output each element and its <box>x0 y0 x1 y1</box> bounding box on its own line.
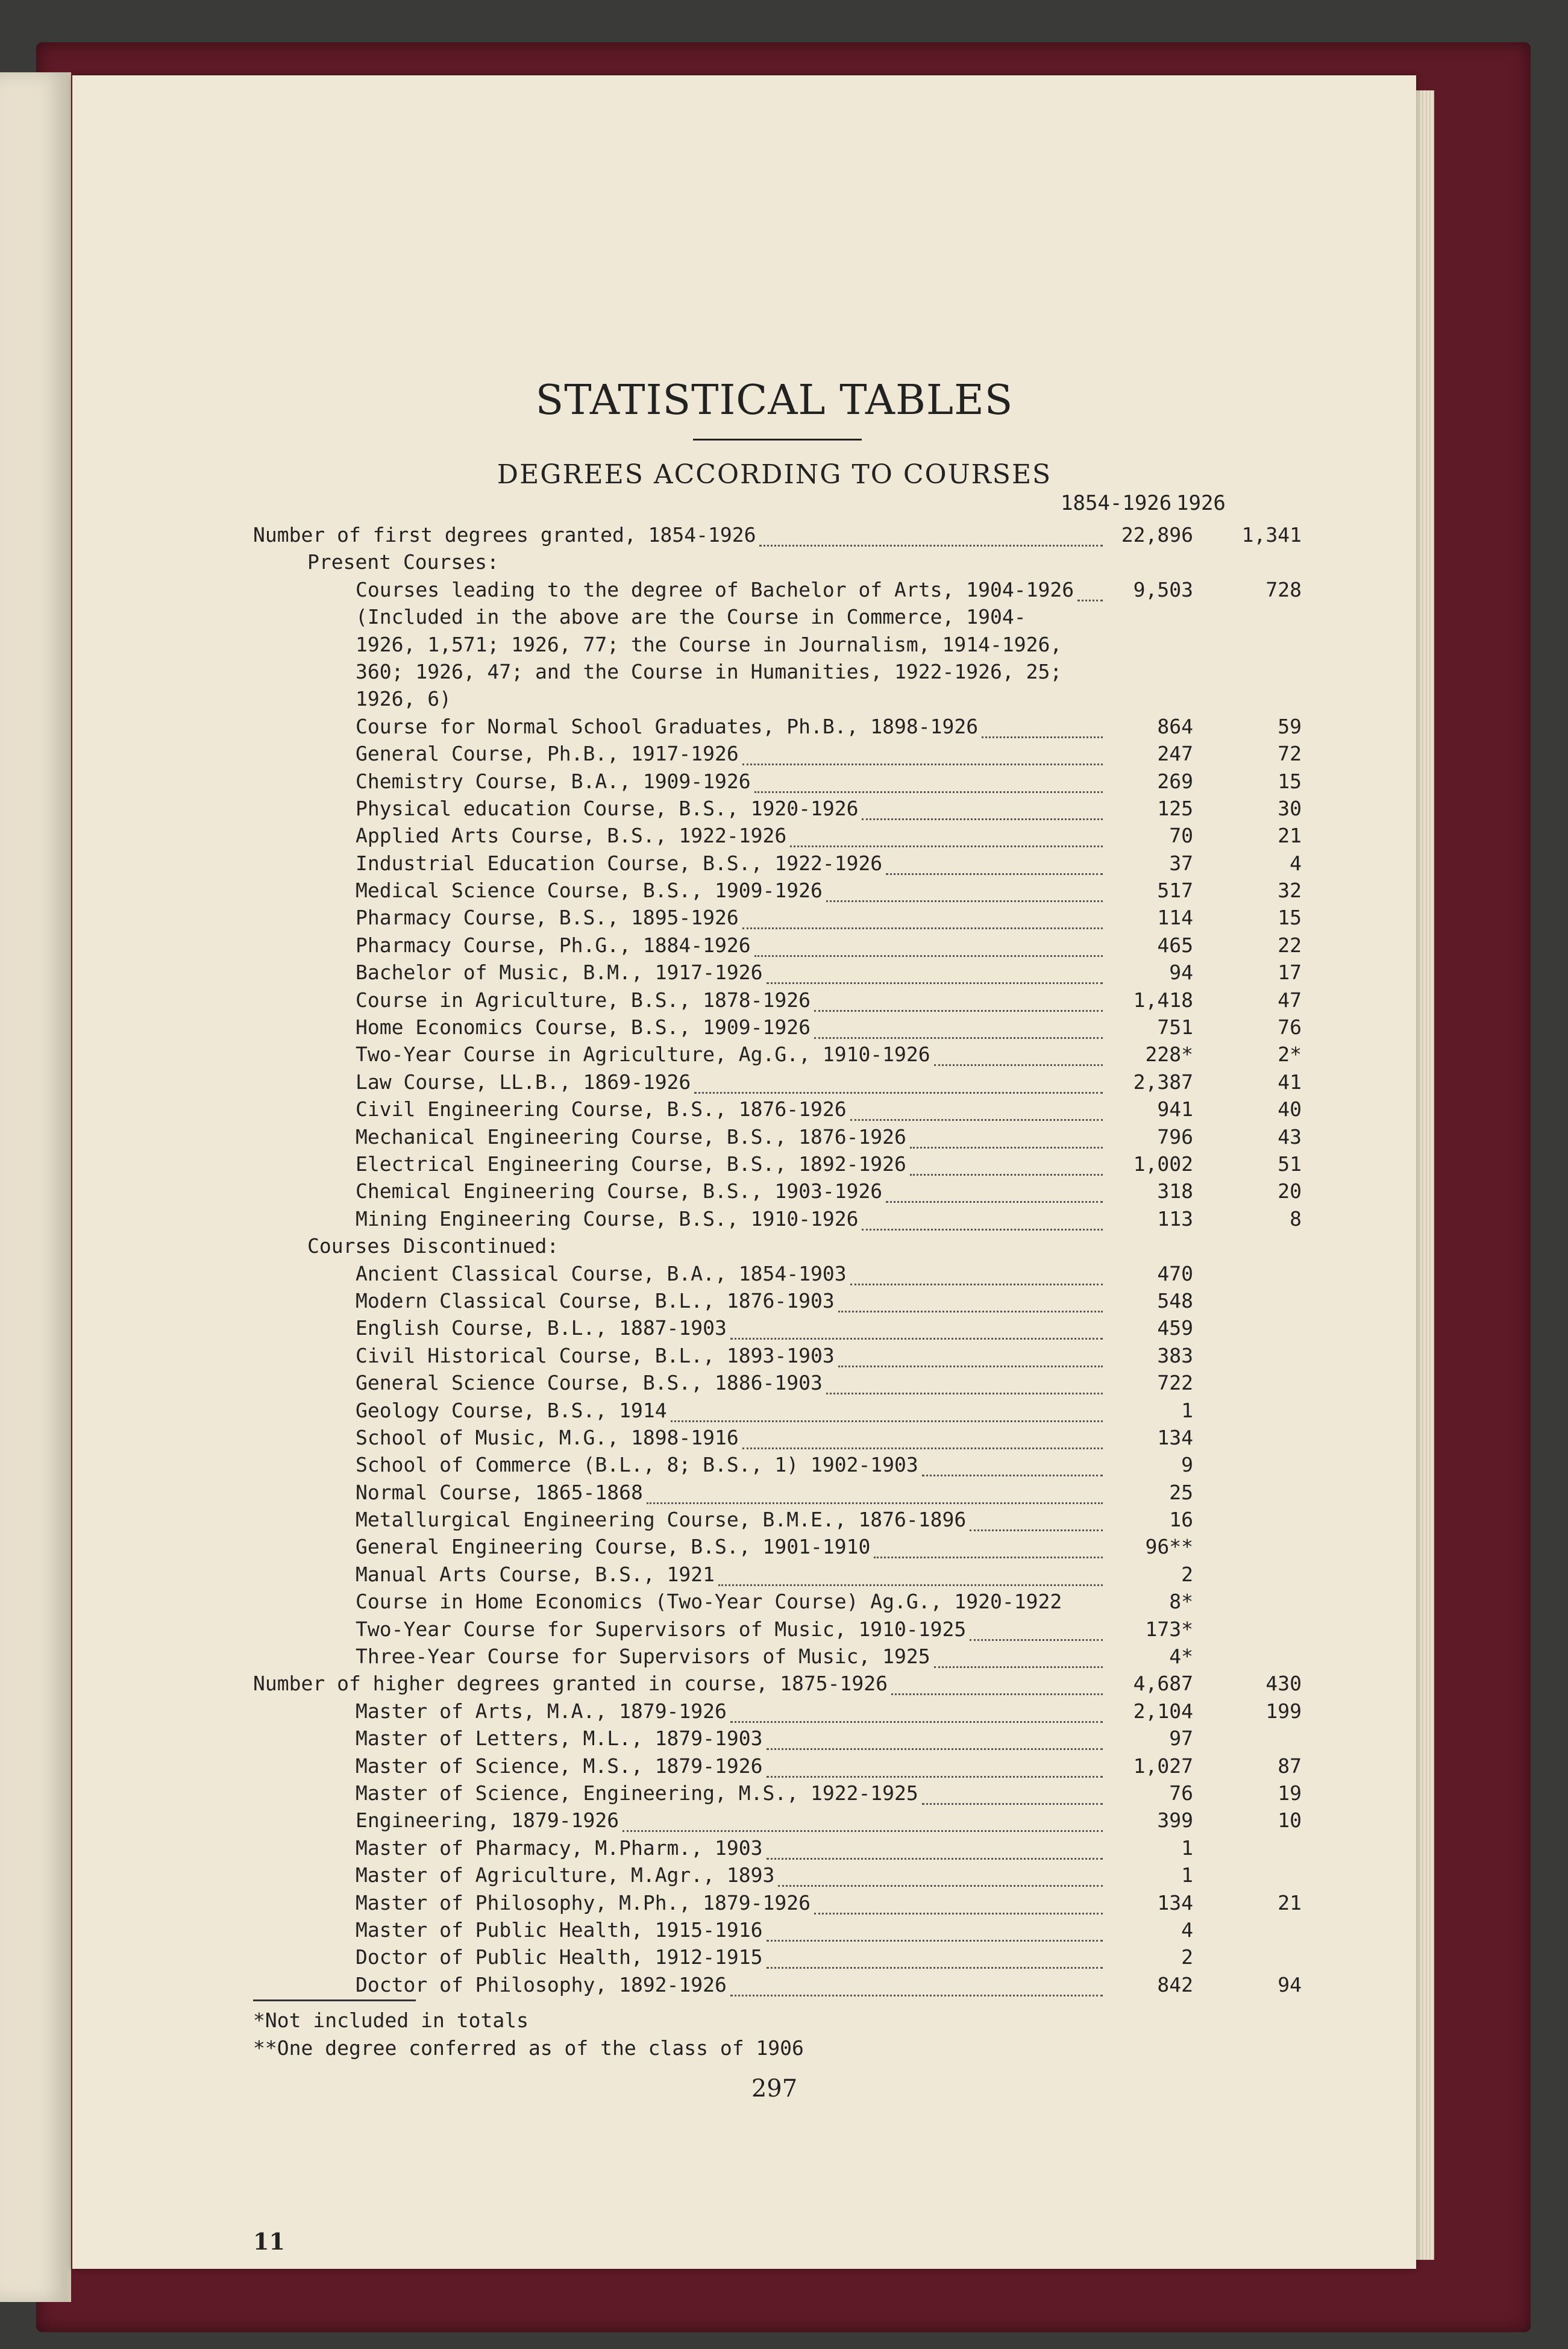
table-row <box>253 768 1302 795</box>
row-label: Two-Year Course for Supervisors of Music, 1910-1925 <box>356 1617 967 1641</box>
table-row <box>253 1178 1302 1205</box>
value-1854-1926: 114 <box>1157 906 1193 930</box>
row-label: 360; 1926, 47; and the Course in Humanities, 1922-1926, 25; <box>356 659 1062 683</box>
table-row <box>253 822 1302 849</box>
value-1854-1926: 70 <box>1169 824 1193 848</box>
value-1854-1926: 96** <box>1145 1535 1193 1559</box>
value-1926: 199 <box>1265 1699 1302 1723</box>
row-label: Master of Science, M.S., 1879-1926 <box>356 1754 763 1778</box>
table-row <box>253 576 1302 603</box>
table-row <box>253 1479 1302 1506</box>
value-1854-1926: 25 <box>1169 1480 1193 1504</box>
table-row <box>253 1616 1302 1643</box>
value-1926: 76 <box>1278 1015 1302 1040</box>
leader-dots <box>910 1120 1103 1149</box>
footnote-not-included: *Not included in totals <box>253 2009 528 2032</box>
table-row <box>253 1861 1302 1889</box>
row-label: Manual Arts Course, B.S., 1921 <box>356 1562 715 1586</box>
leader-dots <box>910 1147 1103 1176</box>
leader-dots <box>982 709 1103 738</box>
leader-dots <box>862 1202 1103 1231</box>
row-label: Law Course, LL.B., 1869-1926 <box>356 1070 691 1094</box>
table-row <box>253 1260 1302 1287</box>
row-label: 1926, 6) <box>356 687 451 711</box>
value-1854-1926: 4* <box>1169 1645 1193 1669</box>
value-1926: 2* <box>1278 1043 1302 1067</box>
value-1926: 51 <box>1278 1152 1302 1176</box>
leader-dots <box>767 1721 1103 1750</box>
leader-dots <box>759 518 1103 547</box>
row-label: Pharmacy Course, Ph.G., 1884-1926 <box>356 933 751 957</box>
leader-dots <box>838 1338 1103 1367</box>
signature-mark: 11 <box>253 2228 285 2255</box>
leader-dots <box>778 1858 1103 1887</box>
value-1854-1926: 134 <box>1157 1890 1193 1915</box>
row-label: Master of Letters, M.L., 1879-1903 <box>356 1726 763 1751</box>
table-row <box>253 548 1302 575</box>
leader-dots <box>891 1666 1103 1695</box>
table-row <box>253 1096 1302 1123</box>
value-1926: 32 <box>1278 879 1302 903</box>
column-header-range: 1854-1926 <box>1061 491 1172 515</box>
row-label: Master of Pharmacy, M.Pharm., 1903 <box>356 1836 763 1860</box>
table-row <box>253 959 1302 986</box>
value-1854-1926: 2 <box>1181 1945 1193 1969</box>
leader-dots <box>850 1092 1103 1121</box>
row-label: Industrial Education Course, B.S., 1922-1926 <box>356 851 883 875</box>
value-1854-1926: 134 <box>1157 1425 1193 1449</box>
value-1926: 728 <box>1265 577 1302 601</box>
value-1926: 19 <box>1278 1781 1302 1805</box>
row-label: Master of Public Health, 1915-1916 <box>356 1918 763 1942</box>
degrees-table <box>253 521 1302 1998</box>
row-label: English Course, B.L., 1887-1903 <box>356 1316 727 1340</box>
leader-dots <box>767 1913 1103 1942</box>
value-1926: 21 <box>1278 824 1302 848</box>
row-label: Two-Year Course in Agriculture, Ag.G., 1910-1926 <box>356 1043 930 1067</box>
value-1926: 94 <box>1278 1972 1302 1996</box>
row-label: Chemistry Course, B.A., 1909-1926 <box>356 769 751 793</box>
row-label: Medical Science Course, B.S., 1909-1926 <box>356 879 823 903</box>
page-title: STATISTICAL TABLES <box>535 377 1014 424</box>
value-1854-1926: 383 <box>1157 1343 1193 1367</box>
table-row <box>253 1232 1302 1259</box>
leader-dots <box>814 1010 1103 1039</box>
leader-dots <box>850 1256 1103 1285</box>
row-label: Master of Science, Engineering, M.S., 1922-1925 <box>356 1781 918 1805</box>
value-1926: 72 <box>1278 742 1302 766</box>
value-1854-1926: 318 <box>1157 1179 1193 1203</box>
leader-dots <box>647 1475 1103 1504</box>
leader-dots <box>730 1311 1103 1340</box>
value-1854-1926: 247 <box>1157 742 1193 766</box>
row-label: Master of Arts, M.A., 1879-1926 <box>356 1699 727 1723</box>
leader-dots <box>886 1174 1103 1203</box>
value-1926: 30 <box>1278 796 1302 820</box>
value-1926: 15 <box>1278 769 1302 793</box>
value-1854-1926: 4,687 <box>1133 1672 1193 1696</box>
leader-dots <box>790 818 1103 847</box>
leader-dots <box>814 1886 1103 1915</box>
value-1854-1926: 173* <box>1145 1617 1193 1641</box>
leader-dots <box>767 1940 1103 1969</box>
footnote-one-degree: **One degree conferred as of the class of 1906 <box>253 2036 804 2060</box>
value-1926: 15 <box>1278 906 1302 930</box>
table-row <box>253 1588 1302 1615</box>
value-1854-1926: 2,387 <box>1133 1070 1193 1094</box>
table-row <box>253 631 1302 658</box>
row-label: Physical education Course, B.S., 1920-1926 <box>356 796 859 820</box>
row-label: General Science Course, B.S., 1886-1903 <box>356 1371 823 1395</box>
value-1926: 20 <box>1278 1179 1302 1203</box>
leader-dots <box>922 1776 1103 1805</box>
table-row <box>253 1424 1302 1451</box>
column-header-year: 1926 <box>1176 491 1226 515</box>
value-1854-1926: 37 <box>1169 851 1193 875</box>
table-row <box>253 1506 1302 1533</box>
table-row <box>253 685 1302 712</box>
value-1926: 10 <box>1278 1808 1302 1833</box>
table-row <box>253 1342 1302 1369</box>
leader-dots <box>671 1393 1103 1422</box>
leader-dots <box>826 1366 1103 1394</box>
leader-dots <box>767 1831 1103 1860</box>
table-subtitle: DEGREES ACCORDING TO COURSES <box>497 459 1052 490</box>
value-1926: 8 <box>1290 1206 1302 1231</box>
table-row <box>253 1752 1302 1780</box>
leader-dots <box>718 1557 1103 1586</box>
leader-dots <box>838 1284 1103 1312</box>
title-rule <box>693 439 862 441</box>
value-1854-1926: 125 <box>1157 796 1193 820</box>
value-1854-1926: 22,896 <box>1121 523 1193 547</box>
table-row <box>253 1123 1302 1150</box>
book-page <box>72 75 1416 2269</box>
leader-dots <box>862 791 1103 820</box>
leader-dots <box>970 1502 1103 1531</box>
table-row <box>253 1561 1302 1588</box>
row-label: Course for Normal School Graduates, Ph.B., 1898-1926 <box>356 714 979 738</box>
leader-dots <box>934 1639 1103 1668</box>
leader-dots <box>874 1529 1103 1558</box>
table-row <box>253 1205 1302 1232</box>
value-1926: 22 <box>1278 933 1302 957</box>
row-label: Doctor of Philosophy, 1892-1926 <box>356 1972 727 1996</box>
value-1854-1926: 8* <box>1169 1590 1193 1614</box>
leader-dots <box>742 736 1103 765</box>
row-label: Course in Agriculture, B.S., 1878-1926 <box>356 988 811 1012</box>
value-1854-1926: 548 <box>1157 1288 1193 1312</box>
value-1854-1926: 465 <box>1157 933 1193 957</box>
table-row <box>253 986 1302 1014</box>
value-1854-1926: 76 <box>1169 1781 1193 1805</box>
row-label: Master of Philosophy, M.Ph., 1879-1926 <box>356 1890 811 1915</box>
leader-dots <box>886 846 1103 875</box>
value-1854-1926: 269 <box>1157 769 1193 793</box>
value-1926: 47 <box>1278 988 1302 1012</box>
footnote-rule <box>253 1999 416 2001</box>
value-1854-1926: 470 <box>1157 1261 1193 1285</box>
leader-dots <box>694 1065 1103 1094</box>
row-label: Doctor of Public Health, 1912-1915 <box>356 1945 763 1969</box>
leader-dots <box>754 764 1103 793</box>
leader-dots <box>922 1447 1103 1476</box>
value-1854-1926: 459 <box>1157 1316 1193 1340</box>
value-1854-1926: 941 <box>1157 1097 1193 1121</box>
value-1854-1926: 94 <box>1169 961 1193 985</box>
leader-dots <box>742 1420 1103 1449</box>
row-label: Mining Engineering Course, B.S., 1910-1926 <box>356 1206 859 1231</box>
row-label: Number of higher degrees granted in course, 1875-1926 <box>253 1672 888 1696</box>
leader-dots <box>730 1968 1103 1996</box>
value-1854-1926: 1,027 <box>1133 1754 1193 1778</box>
leader-dots <box>742 900 1103 929</box>
value-1926: 1,341 <box>1241 523 1302 547</box>
row-label: Bachelor of Music, B.M., 1917-1926 <box>356 961 763 985</box>
row-label: Course in Home Economics (Two-Year Course) Ag.G., 1920-1922 <box>356 1590 1062 1614</box>
table-row <box>253 850 1302 877</box>
value-1854-1926: 113 <box>1157 1206 1193 1231</box>
value-1854-1926: 1,002 <box>1133 1152 1193 1176</box>
value-1854-1926: 399 <box>1157 1808 1193 1833</box>
row-label: (Included in the above are the Course in Commerce, 1904- <box>356 605 1026 629</box>
row-label: Courses leading to the degree of Bachelor of Arts, 1904-1926 <box>356 577 1074 601</box>
value-1926: 4 <box>1290 851 1302 875</box>
value-1854-1926: 842 <box>1157 1972 1193 1996</box>
row-label: Three-Year Course for Supervisors of Music, 1925 <box>356 1645 930 1669</box>
leader-dots <box>934 1037 1103 1066</box>
row-label: Modern Classical Course, B.L., 1876-1903 <box>356 1288 835 1312</box>
value-1854-1926: 796 <box>1157 1124 1193 1149</box>
value-1854-1926: 517 <box>1157 879 1193 903</box>
table-row <box>253 1014 1302 1041</box>
value-1854-1926: 1 <box>1181 1863 1193 1887</box>
value-1926: 41 <box>1278 1070 1302 1094</box>
leader-dots <box>826 873 1103 902</box>
row-label: General Engineering Course, B.S., 1901-1910 <box>356 1535 871 1559</box>
row-label: Electrical Engineering Course, B.S., 1892-1926 <box>356 1152 906 1176</box>
row-label: Chemical Engineering Course, B.S., 1903-1926 <box>356 1179 883 1203</box>
row-label: Metallurgical Engineering Course, B.M.E., 1876-1896 <box>356 1508 967 1532</box>
table-row <box>253 658 1302 685</box>
leader-dots <box>1077 572 1103 601</box>
row-label: Home Economics Course, B.S., 1909-1926 <box>356 1015 811 1040</box>
leader-dots <box>754 928 1103 957</box>
value-1854-1926: 2,104 <box>1133 1699 1193 1723</box>
value-1854-1926: 4 <box>1181 1918 1193 1942</box>
value-1926: 87 <box>1278 1754 1302 1778</box>
leader-dots <box>767 1749 1103 1778</box>
row-label: Civil Engineering Course, B.S., 1876-1926 <box>356 1097 847 1121</box>
leader-dots <box>622 1803 1103 1832</box>
table-row <box>253 1971 1302 1998</box>
value-1854-1926: 9,503 <box>1133 577 1193 601</box>
row-label: 1926, 1,571; 1926, 77; the Course in Journalism, 1914-1926, <box>356 632 1062 656</box>
row-label: Applied Arts Course, B.S., 1922-1926 <box>356 824 787 848</box>
previous-page-edge <box>0 72 71 2302</box>
table-row <box>253 1068 1302 1096</box>
row-label: Engineering, 1879-1926 <box>356 1808 619 1833</box>
value-1854-1926: 1 <box>1181 1398 1193 1422</box>
row-label: Pharmacy Course, B.S., 1895-1926 <box>356 906 739 930</box>
leader-dots <box>814 983 1103 1012</box>
value-1926: 59 <box>1278 714 1302 738</box>
table-row <box>253 795 1302 822</box>
value-1854-1926: 1,418 <box>1133 988 1193 1012</box>
value-1926: 43 <box>1278 1124 1302 1149</box>
table-row <box>253 521 1302 548</box>
page-number: 297 <box>751 2075 798 2103</box>
leader-dots <box>730 1694 1103 1723</box>
row-label: School of Music, M.G., 1898-1916 <box>356 1425 739 1449</box>
value-1854-1926: 9 <box>1181 1453 1193 1477</box>
row-label: Geology Course, B.S., 1914 <box>356 1398 667 1422</box>
row-label: Mechanical Engineering Course, B.S., 1876-1926 <box>356 1124 906 1149</box>
row-label: Normal Course, 1865-1868 <box>356 1480 643 1504</box>
row-label: Ancient Classical Course, B.A., 1854-1903 <box>356 1261 847 1285</box>
table-row <box>253 1150 1302 1178</box>
row-label: Number of first degrees granted, 1854-1926 <box>253 523 756 547</box>
value-1854-1926: 751 <box>1157 1015 1193 1040</box>
table-row <box>253 1643 1302 1670</box>
row-label: Courses Discontinued: <box>307 1234 559 1258</box>
row-label: Master of Agriculture, M.Agr., 1893 <box>356 1863 775 1887</box>
value-1926: 40 <box>1278 1097 1302 1121</box>
leader-dots <box>767 955 1103 984</box>
value-1926: 430 <box>1265 1672 1302 1696</box>
value-1854-1926: 97 <box>1169 1726 1193 1751</box>
row-label: School of Commerce (B.L., 8; B.S., 1) 1902-1903 <box>356 1453 918 1477</box>
value-1854-1926: 2 <box>1181 1562 1193 1586</box>
table-row <box>253 1314 1302 1341</box>
value-1854-1926: 864 <box>1157 714 1193 738</box>
value-1854-1926: 228* <box>1145 1043 1193 1067</box>
leader-dots <box>970 1612 1103 1641</box>
table-row <box>253 1834 1302 1861</box>
value-1854-1926: 16 <box>1169 1508 1193 1532</box>
value-1926: 21 <box>1278 1890 1302 1915</box>
table-row <box>253 603 1302 630</box>
row-label: Civil Historical Course, B.L., 1893-1903 <box>356 1343 835 1367</box>
value-1854-1926: 1 <box>1181 1836 1193 1860</box>
row-label: General Course, Ph.B., 1917-1926 <box>356 742 739 766</box>
value-1926: 17 <box>1278 961 1302 985</box>
row-label: Present Courses: <box>307 550 499 574</box>
value-1854-1926: 722 <box>1157 1371 1193 1395</box>
